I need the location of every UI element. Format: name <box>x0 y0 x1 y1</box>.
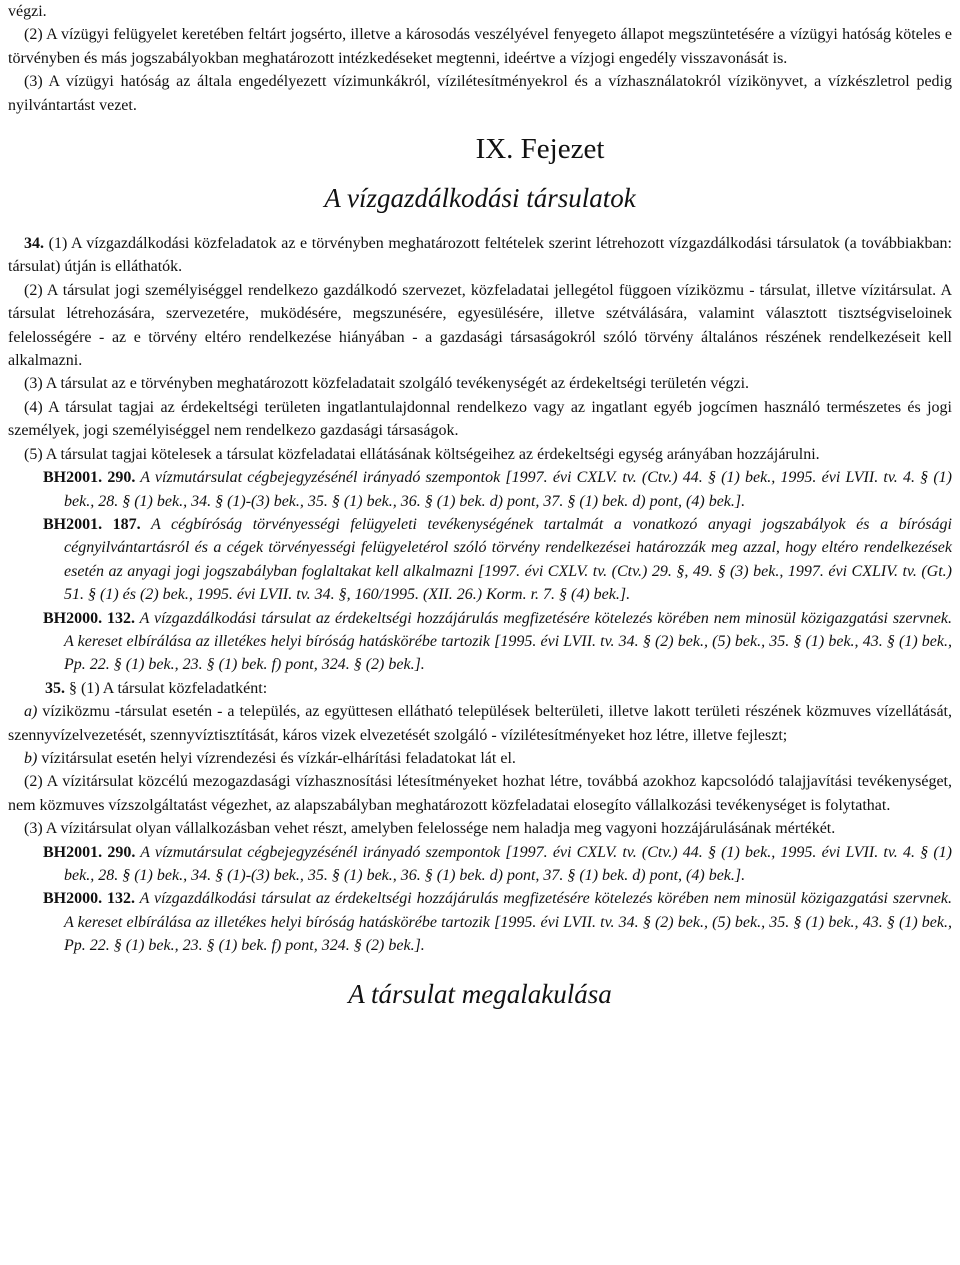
section-34-p1-text: (1) A vízgazdálkodási közfeladatok az e törvényben meghatározott feltételek szerint létrehozott vízgazdálkodási társulatok (a továbbiakban: társulat) útján is elláthatók. <box>8 235 952 276</box>
section-34-p3: (3) A társulat az e törvényben meghatározott közfeladatait szolgáló tevékenységét az érdekeltségi területén végzi. <box>24 375 750 393</box>
section-35-number: 35. <box>45 679 65 697</box>
section-35-a <box>8 700 952 747</box>
subsection-heading: A társulat megalakulása <box>348 978 612 1009</box>
ruling-s35-1 <box>8 841 952 888</box>
ruling-ref: BH2001. 187. <box>43 515 141 533</box>
ruling-ref: BH2000. 132. <box>43 890 136 908</box>
ruling-text: A cégbíróság törvényességi felügyeleti tevékenységének tartalmát a vonatkozó anyagi jogszabályok és a bírósági cégnyilvántartásról és a cégek törvényességi felügyeletérol szóló törvény rendelkezései határozzák meg azzal, hogy eltéro rendelkezések esetén az anyagi jogi jogszabályban foglaltakat kell alkalmazni [1997. évi CXLV. tv. (Ctv.) 29. §, 49. § (3) bek., 1997. évi CXLIV. tv. (Gt.) 51. § (1) és (2) bek., 1995. évi LVII. tv. 34. §, 160/1995. (XII. 26.) Korm. r. 7. § (4) bek.]. <box>64 515 952 604</box>
section-34-p4: (4) A társulat tagjai az érdekeltségi területen ingatlantulajdonnal rendelkezo vagy az ingatlant egyéb jogcímen használó természetes és jogi személyek, jogi személyiséggel nem rendelkezo gazdasági társaságok. <box>8 398 952 440</box>
section-35-b <box>8 747 952 770</box>
section-34-p1 <box>8 232 952 279</box>
ruling-text: A vízmutársulat cégbejegyzésénél irányadó szempontok [1997. évi CXLV. tv. (Ctv.) 44. § (1) bek., 1995. évi LVII. tv. 4. § (1) bek., 28. § (1) bek., 34. § (1)-(3) bek., 35. § (1) bek., 36. § (1) bek. d) pont, 37. § (1) bek. d) pont, (4) bek.]. <box>64 843 952 884</box>
item-b-text: vízitársulat esetén helyi vízrendezési és vízkár-elhárítási feladatokat lát el. <box>37 749 516 767</box>
section-34-p2: (2) A társulat jogi személyiséggel rendelkezo gazdálkodó szervezet, közfeladatai jellegétol függoen víziközmu - társulat, illetve vízitársulat. A társulat létrehozására, szervezetére, muködésére, megszunésére, egyesülésére, illetve szétválására, valamint választott tisztségviseloinek felelosségére - az e törvény eltéro rendelkezése hiányában - a gazdasági társaságokról szóló törvény általános részének rendelkezéseit kell alkalmazni. <box>8 281 952 370</box>
chapter-number: IX. Fejezet <box>475 133 605 166</box>
ruling-ref: BH2001. 290. <box>43 469 136 487</box>
item-b-label: b) <box>24 749 38 767</box>
ruling-ref: BH2000. 132. <box>43 609 136 627</box>
item-a-text: víziközmu -társulat esetén - a település, az együttesen ellátható települések belterületi, illetve lakott területi részének közmuves vízellátását, szennyvízelvezetését, szennyvíztisztítását, káros vizek elvezetését szolgáló - vízilétesítményeket hoz létre, illetve fejleszt; <box>8 703 952 744</box>
ruling-s34-2 <box>8 513 952 607</box>
section-35-intro-text: § (1) A társulat közfeladatként: <box>65 679 268 697</box>
section-34-number: 34. <box>24 235 44 253</box>
top-line: végzi. <box>8 3 47 20</box>
ruling-s34-1 <box>8 466 952 513</box>
item-a-label: a) <box>24 703 38 721</box>
section-35-intro <box>8 677 952 700</box>
chapter-title: A vízgazdálkodási társulatok <box>324 183 636 214</box>
ruling-text: A vízmutársulat cégbejegyzésénél irányadó szempontok [1997. évi CXLV. tv. (Ctv.) 44. § (1) bek., 1995. évi LVII. tv. 4. § (1) bek., 28. § (1) bek., 34. § (1)-(3) bek., 35. § (1) bek., 36. § (1) bek. d) pont, 37. § (1) bek. d) pont, (4) bek.]. <box>64 469 952 510</box>
paragraph-3: (3) A vízügyi hatóság az általa engedélyezett vízimunkákról, vízilétesítményekrol és a vízhasználatokról vízikönyvet, a vízkészletrol pedig nyilvántartást vezet. <box>8 73 952 114</box>
paragraph-2: (2) A vízügyi felügyelet keretében feltárt jogsérto, illetve a károsodás veszélyével fenyegeto állapot megszüntetésére a vízügyi hatóság köteles e törvényben és más jogszabályokban meghatározott intézkedéseket megtenni, ideértve a vízjogi engedély visszavonását is. <box>8 26 952 67</box>
section-34-p5: (5) A társulat tagjai kötelesek a társulat közfeladatai ellátásának költségeihez az érdekeltségi egység arányában hozzájárulni. <box>24 445 820 463</box>
ruling-text: A vízgazdálkodási társulat az érdekeltségi hozzájárulás megfizetésére kötelezés körében nem minosül közigazgatási szervnek. A kereset elbírálása az illetékes helyi bíróság hatáskörébe tartozik [1995. évi LVII. tv. 34. § (2) bek., (5) bek., 35. § (1) bek., 43. § (1) bek., Pp. 22. § (1) bek., 23. § (1) bek. f) pont, 324. § (2) bek.]. <box>64 890 952 955</box>
ruling-s35-2 <box>8 887 952 957</box>
section-35-p3: (3) A vízitársulat olyan vállalkozásban vehet részt, amelyben felelossége nem haladja meg vagyoni hozzájárulásának mértékét. <box>24 820 836 838</box>
ruling-text: A vízgazdálkodási társulat az érdekeltségi hozzájárulás megfizetésére kötelezés körében nem minosül közigazgatási szervnek. A kereset elbírálása az illetékes helyi bíróság hatáskörébe tartozik [1995. évi LVII. tv. 34. § (2) bek., (5) bek., 35. § (1) bek., 43. § (1) bek., Pp. 22. § (1) bek., 23. § (1) bek. f) pont, 324. § (2) bek.]. <box>64 609 952 674</box>
section-35-p2: (2) A vízitársulat közcélú mezogazdasági vízhasznosítási létesítményeket hozhat létre, továbbá azokhoz kapcsolódó talajjavítási tevékenységet, nem közmuves vízszolgáltatást végezhet, az alapszabályban meghatározott közfeladatai elosegíto vállalkozási tevékenységet is folytathat. <box>8 773 952 814</box>
ruling-s34-3 <box>8 607 952 677</box>
ruling-ref: BH2001. 290. <box>43 843 136 861</box>
